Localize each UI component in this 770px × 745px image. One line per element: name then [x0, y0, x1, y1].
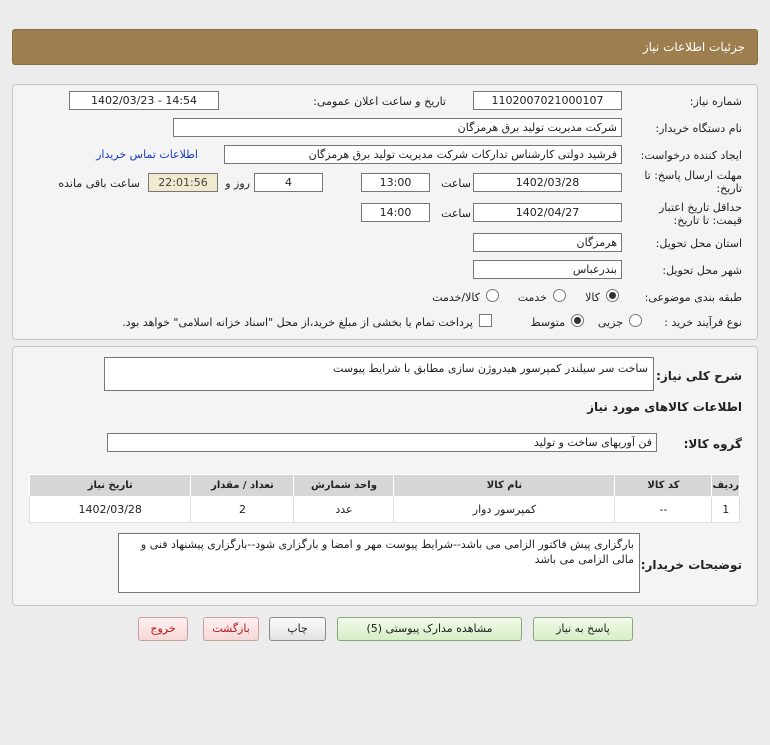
category-service-label: خدمت: [517, 291, 547, 304]
exit-button[interactable]: خروج: [138, 617, 188, 641]
process-type-label: نوع فرآیند خرید :: [664, 316, 742, 329]
col-header-date: تاریخ نیاز: [30, 475, 191, 497]
col-header-qty: تعداد / مقدار: [191, 475, 294, 497]
province-label: استان محل تحویل:: [655, 237, 742, 250]
validity-time-label: ساعت: [441, 207, 471, 220]
need-number-field: 1102007021000107: [473, 91, 622, 110]
page-header: [12, 29, 758, 65]
city-field: بندرعباس: [473, 260, 622, 279]
cell-code: --: [615, 497, 712, 523]
category-goods-service-label: کالا/خدمت: [432, 291, 480, 304]
validity-time-field: 14:00: [361, 203, 430, 222]
cell-unit: عدد: [294, 497, 394, 523]
creator-label: ایجاد کننده درخواست:: [640, 149, 742, 162]
cell-name: کمپرسور دوار: [394, 497, 615, 523]
need-number-label: شماره نیاز:: [689, 95, 742, 108]
description-label: شرح کلی نیاز:: [656, 369, 742, 383]
creator-field: فرشید دولتی کارشناس تدارکات شرکت مدیریت تولید برق هرمزگان: [224, 145, 622, 164]
col-header-code: کد کالا: [615, 475, 712, 497]
deadline-label-line2: تاریخ:: [716, 182, 742, 195]
goods-group-field: فن آوریهای ساخت و تولید: [107, 433, 657, 452]
announce-datetime-label: تاریخ و ساعت اعلان عمومی:: [313, 95, 446, 108]
print-button[interactable]: چاپ: [269, 617, 326, 641]
table-row: [30, 497, 740, 523]
validity-date-field: 1402/04/27: [473, 203, 622, 222]
process-minor-label: جزیی: [597, 316, 623, 329]
col-header-name: نام کالا: [394, 475, 615, 497]
city-label: شهر محل تحویل:: [662, 264, 742, 277]
province-field: هرمزگان: [473, 233, 622, 252]
treasury-payment-note: پرداخت تمام یا بخشی از مبلغ خرید،از محل "اسناد خزانه اسلامی" خواهد بود.: [122, 316, 473, 329]
description-field: ساخت سر سیلندر کمپرسور هیدروژن سازی مطابق با شرایط پیوست: [104, 357, 654, 391]
validity-label: حداقل تاریخ اعتبار: [658, 201, 742, 214]
buyer-notes-label: توضیحات خریدار:: [640, 558, 742, 572]
goods-table: [29, 474, 740, 523]
process-minor-radio[interactable]: [629, 314, 642, 327]
remaining-time-label: ساعت باقی مانده: [58, 177, 140, 190]
remaining-time-field: 22:01:56: [148, 173, 218, 192]
buyer-org-field: شرکت مدیریت تولید برق هرمزگان: [173, 118, 622, 137]
process-medium-radio[interactable]: [571, 314, 584, 327]
cell-row: 1: [712, 497, 740, 523]
deadline-date-field: 1402/03/28: [473, 173, 622, 192]
validity-label-line2: قیمت: تا تاریخ:: [673, 214, 742, 227]
deadline-label: مهلت ارسال پاسخ: تا: [644, 169, 742, 182]
cell-qty: 2: [191, 497, 294, 523]
back-button[interactable]: بازگشت: [203, 617, 259, 641]
goods-section-title: اطلاعات کالاهای مورد نیاز: [587, 400, 742, 414]
page-title: جزئیات اطلاعات نیاز: [642, 40, 745, 54]
buyer-org-label: نام دستگاه خریدار:: [655, 122, 742, 135]
reply-button[interactable]: پاسخ به نیاز: [533, 617, 633, 641]
category-goods-radio[interactable]: [606, 289, 619, 302]
treasury-payment-checkbox[interactable]: [479, 314, 492, 327]
deadline-time-field: 13:00: [361, 173, 430, 192]
announce-datetime-field: 1402/03/23 - 14:54: [69, 91, 219, 110]
days-label: روز و: [225, 177, 250, 190]
category-label: طبقه بندی موضوعی:: [644, 291, 742, 304]
process-medium-label: متوسط: [530, 316, 565, 329]
deadline-time-label: ساعت: [441, 177, 471, 190]
col-header-row: ردیف: [712, 475, 740, 497]
cell-date: 1402/03/28: [30, 497, 191, 523]
remaining-days-field: 4: [254, 173, 323, 192]
col-header-unit: واحد شمارش: [294, 475, 394, 497]
attachments-button[interactable]: مشاهده مدارک پیوستی (5): [337, 617, 522, 641]
goods-group-label: گروه کالا:: [683, 437, 742, 451]
category-goods-service-radio[interactable]: [486, 289, 499, 302]
category-service-radio[interactable]: [553, 289, 566, 302]
buyer-contact-link[interactable]: اطلاعات تماس خریدار: [96, 148, 198, 161]
category-goods-label: کالا: [585, 291, 600, 304]
buyer-notes-field: بارگزاری پیش فاکتور الزامی می باشد--شرایط پیوست مهر و امضا و بارگزاری شود--بارگزاری پیشنهاد فنی و مالی الزامی می باشد: [118, 533, 640, 593]
